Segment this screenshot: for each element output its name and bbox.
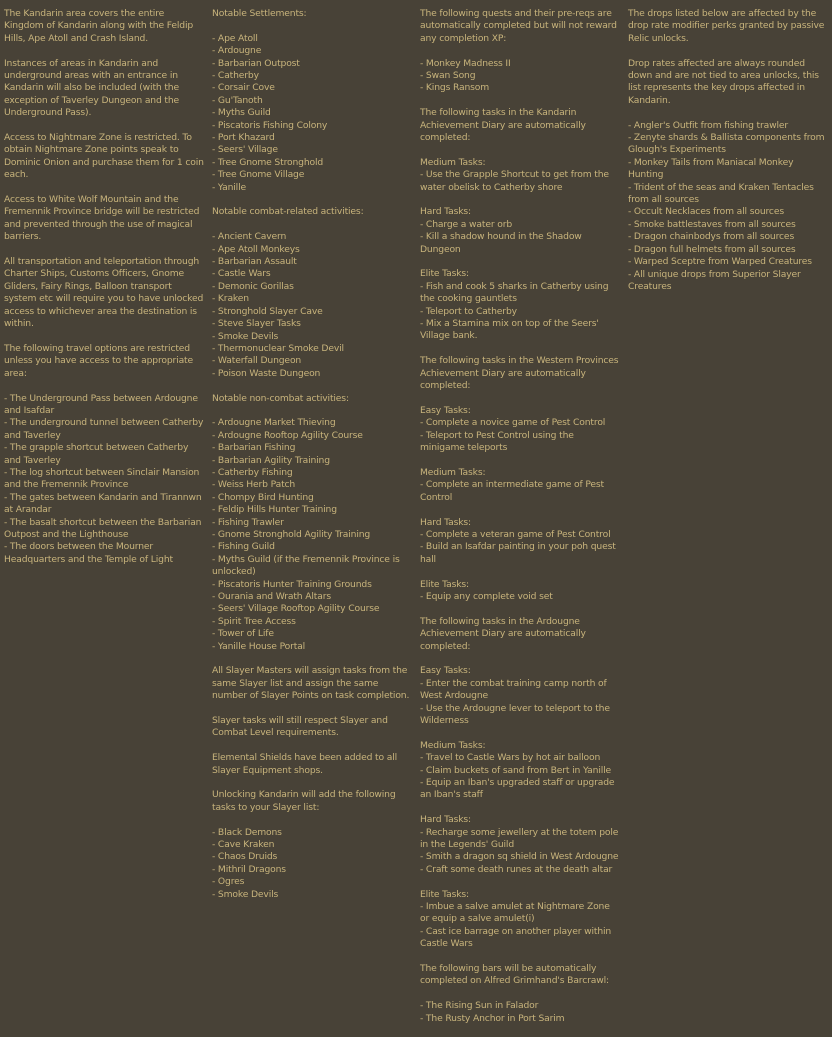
column-quests-diaries [420, 8, 620, 1037]
list-item: - Poison Waste Dungeon [212, 367, 321, 379]
text-line: Easy Tasks: [420, 665, 471, 677]
list-item: - Occult Necklaces from all sources [628, 206, 784, 218]
text-block [4, 8, 204, 45]
list-item: - Waterfall Dungeon [212, 355, 302, 367]
text-line: Drop rates affected are always rounded down and are not tied to area unlocks, this list represents the key drops affected in Kandarin. [628, 57, 819, 106]
list-item: - Chaos Druids [212, 851, 278, 863]
text-line: The following tasks in the Kandarin Achievement Diary are automatically completed: [420, 107, 586, 144]
list-item: - Gu'Tanoth [212, 94, 263, 106]
text-block [212, 206, 412, 218]
list-item: - Spirit Tree Access [212, 615, 296, 627]
column-area-overview [4, 8, 204, 579]
list-item: - Zenyte shards & Ballista components from Glough's Experiments [628, 132, 825, 156]
text-line: Instances of areas in Kandarin and underground areas with an entrance in Kandarin will also be included (with the exception of Taverley Dungeon and the Underground Pass). [4, 57, 180, 119]
text-block [420, 467, 620, 504]
list-item: - Barbarian Agility Training [212, 454, 330, 466]
text-block [420, 963, 620, 988]
text-block [628, 120, 828, 294]
list-item: - Recharge some jewellery at the totem pole in the Legends' Guild [420, 826, 619, 850]
list-item: - Monkey Tails from Maniacal Monkey Hunting [628, 156, 794, 181]
list-item: - Seers' Village Rooftop Agility Course [212, 603, 380, 615]
text-block [4, 194, 204, 244]
text-block [212, 231, 412, 380]
list-item: - Complete an intermediate game of Pest Control [420, 479, 605, 503]
list-item: - Fish and cook 5 sharks in Catherby using the cooking gauntlets [420, 280, 609, 305]
list-item: - All unique drops from Superior Slayer Creatures [628, 268, 801, 292]
list-item: - The underground tunnel between Catherby and Taverley [4, 417, 204, 441]
text-line: Hard Tasks: [420, 814, 471, 826]
text-line: The following tasks in the Ardougne Achievement Diary are automatically completed: [420, 615, 586, 652]
text-line: The following bars will be automatically completed on Alfred Grimhand's Barcrawl: [420, 963, 609, 987]
text-block [212, 417, 412, 653]
list-item: - Seers' Village [212, 144, 278, 156]
text-line: Hard Tasks: [420, 206, 471, 218]
list-item: - Warped Sceptre from Warped Creatures [628, 256, 812, 268]
text-line: The Kandarin area covers the entire Kingdom of Kandarin along with the Feldip Hills, Ape Atoll and Crash Island. [4, 8, 194, 44]
list-item: - Cave Kraken [212, 839, 275, 851]
list-item: - The grapple shortcut between Catherby and Taverley [4, 442, 189, 466]
list-item: - Black Demons [212, 826, 282, 838]
text-block [420, 268, 620, 342]
text-line: The following travel options are restricted unless you have access to the appropriate area: [4, 342, 194, 379]
list-item: - Fishing Trawler [212, 516, 284, 528]
text-line: Medium Tasks: [420, 466, 486, 478]
list-item: - Demonic Gorillas [212, 280, 294, 292]
text-block [420, 889, 620, 951]
text-block [420, 616, 620, 653]
list-item: - Barbarian Assault [212, 256, 297, 268]
text-block [4, 256, 204, 330]
text-block [212, 33, 412, 194]
text-line: Unlocking Kandarin will add the following tasks to your Slayer list: [212, 789, 396, 813]
list-item: - The basalt shortcut between the Barbarian Outpost and the Lighthouse [4, 516, 202, 540]
text-block [420, 1000, 620, 1025]
list-item: - Mithril Dragons [212, 863, 286, 875]
list-item: - Feldip Hills Hunter Training [212, 504, 337, 516]
list-item: - Myths Guild [212, 107, 271, 119]
text-block [4, 132, 204, 182]
list-item: - Angler's Outfit from fishing trawler [628, 119, 788, 131]
list-item: - Complete a veteran game of Pest Control [420, 528, 611, 540]
text-line: All Slayer Masters will assign tasks from the same Slayer list and assign the same number of Slayer Points on task completion. [212, 665, 410, 702]
list-item: - Yanille [212, 181, 246, 193]
text-block [212, 789, 412, 814]
text-line: Elite Tasks: [420, 578, 469, 590]
text-block [420, 206, 620, 256]
list-item: - Ape Atoll [212, 32, 258, 44]
text-line: Hard Tasks: [420, 516, 471, 528]
text-block [420, 8, 620, 45]
text-block [212, 8, 412, 20]
text-block [420, 579, 620, 604]
list-item: - Kings Ransom [420, 82, 490, 94]
list-item: - Myths Guild (if the Fremennik Province is unlocked) [212, 553, 400, 578]
list-item: - Monkey Madness II [420, 57, 511, 69]
text-block [212, 827, 412, 901]
text-block [4, 58, 204, 120]
list-item: - Tree Gnome Stronghold [212, 156, 324, 168]
list-item: - Stronghold Slayer Cave [212, 305, 323, 317]
list-item: - Castle Wars [212, 268, 271, 280]
list-item: - The gates between Kandarin and Tirannwn at Arandar [4, 491, 202, 516]
text-block [420, 355, 620, 392]
list-item: - The Underground Pass between Ardougne and Isafdar [4, 392, 198, 416]
text-line: All transportation and teleportation through Charter Ships, Customs Officers, Gnome Gliders, Fairy Rings, Balloon transport system etc will require you to have unlocked access to whichever area the destination is within. [4, 256, 204, 330]
text-block [628, 8, 828, 45]
text-block [420, 740, 620, 802]
list-item: - Teleport to Pest Control using the minigame teleports [420, 429, 574, 454]
list-item: - Ancient Cavern [212, 231, 287, 243]
list-item: - Complete a novice game of Pest Control [420, 417, 606, 429]
list-item: - Ourania and Wrath Altars [212, 591, 331, 603]
list-item: - Kraken [212, 293, 249, 305]
text-block [420, 665, 620, 727]
list-item: - Ape Atoll Monkeys [212, 243, 300, 255]
list-item: - Ardougne Rooftop Agility Course [212, 429, 363, 441]
list-item: - Use the Grapple Shortcut to get from the water obelisk to Catherby shore [420, 169, 609, 193]
text-block [420, 157, 620, 194]
list-item: - Piscatoris Fishing Colony [212, 119, 328, 131]
text-block [212, 393, 412, 405]
list-item: - Charge a water orb [420, 218, 513, 230]
list-item: - Dragon chainbodys from all sources [628, 231, 795, 243]
list-item: - Ogres [212, 876, 245, 888]
text-line: Notable Settlements: [212, 8, 307, 19]
text-block [4, 393, 204, 567]
list-item: - Use the Ardougne lever to teleport to the Wilderness [420, 702, 610, 726]
list-item: - The log shortcut between Sinclair Mansion and the Fremennik Province [4, 466, 200, 491]
list-item: - Barbarian Outpost [212, 57, 300, 69]
list-item: - Swan Song [420, 70, 476, 82]
list-item: - Tree Gnome Village [212, 169, 305, 181]
text-line: Access to White Wolf Mountain and the Fremennik Province bridge will be restricted and prevented through the use of magical barriers. [4, 194, 200, 243]
list-item: - Fishing Guild [212, 541, 275, 553]
list-item: - Steve Slayer Tasks [212, 318, 301, 330]
list-item: - Teleport to Catherby [420, 305, 517, 317]
text-block [212, 752, 412, 777]
text-line: Slayer tasks will still respect Slayer and Combat Level requirements. [212, 715, 388, 739]
text-block [420, 107, 620, 144]
text-line: The following tasks in the Western Provinces Achievement Diary are automatically completed: [420, 355, 619, 392]
list-item: - Smoke Devils [212, 888, 279, 900]
text-line: Elite Tasks: [420, 268, 469, 280]
list-item: - Smith a dragon sq shield in West Ardougne [420, 851, 619, 863]
text-line: Access to Nightmare Zone is restricted. To obtain Nightmare Zone points speak to Dominic Onion and purchase them for 1 coin each. [4, 132, 204, 181]
list-item: - Imbue a salve amulet at Nightmare Zone or equip a salve amulet(i) [420, 901, 610, 925]
list-item: - Build an Isafdar painting in your poh quest hall [420, 541, 616, 565]
text-block [420, 814, 620, 876]
list-item: - Equip any complete void set [420, 590, 553, 602]
list-item: - Tower of Life [212, 628, 274, 640]
column-drop-rates [628, 8, 828, 306]
list-item: - Travel to Castle Wars by hot air balloon [420, 752, 601, 764]
column-settlements-activities [212, 8, 412, 913]
list-item: - Kill a shadow hound in the Shadow Dungeon [420, 231, 582, 255]
list-item: - Trident of the seas and Kraken Tentacles from all sources [628, 181, 814, 206]
list-item: - Weiss Herb Patch [212, 479, 296, 491]
list-item: - Thermonuclear Smoke Devil [212, 342, 344, 354]
list-item: - The Rusty Anchor in Port Sarim [420, 1012, 565, 1024]
text-line: Notable combat-related activities: [212, 206, 364, 218]
text-line: Easy Tasks: [420, 404, 471, 416]
text-block [212, 665, 412, 702]
text-line: The drops listed below are affected by the drop rate modifier perks granted by passive Relic unlocks. [628, 8, 825, 44]
text-line: Elemental Shields have been added to all Slayer Equipment shops. [212, 752, 398, 776]
text-line: The following quests and their pre-reqs are automatically completed but will not reward any completion XP: [420, 8, 617, 44]
list-item: - Equip an Iban's upgraded staff or upgrade an Iban's staff [420, 776, 615, 801]
list-item: - Claim buckets of sand from Bert in Yanille [420, 764, 612, 776]
list-item: - Craft some death runes at the death altar [420, 863, 613, 875]
text-block [420, 58, 620, 95]
list-item: - Port Khazard [212, 132, 275, 144]
text-block [212, 715, 412, 740]
text-block [628, 58, 828, 108]
text-line: Medium Tasks: [420, 739, 486, 751]
text-line: Notable non-combat activities: [212, 392, 349, 404]
list-item: - Ardougne [212, 45, 262, 57]
text-block [420, 405, 620, 455]
list-item: - Mix a Stamina mix on top of the Seers' Village bank. [420, 318, 599, 342]
list-item: - The doors between the Mourner Headquarters and the Temple of Light [4, 541, 173, 565]
list-item: - Enter the combat training camp north of West Ardougne [420, 677, 607, 702]
list-item: - Cast ice barrage on another player within Castle Wars [420, 925, 612, 950]
list-item: - Ardougne Market Thieving [212, 417, 336, 429]
list-item: - Chompy Bird Hunting [212, 491, 314, 503]
list-item: - Catherby Fishing [212, 466, 293, 478]
list-item: - Barbarian Fishing [212, 442, 296, 454]
list-item: - Catherby [212, 70, 259, 82]
text-line: Medium Tasks: [420, 156, 486, 168]
list-item: - Dragon full helmets from all sources [628, 243, 796, 255]
list-item: - Piscatoris Hunter Training Grounds [212, 578, 372, 590]
list-item: - Smoke Devils [212, 330, 279, 342]
list-item: - Corsair Cove [212, 82, 275, 94]
text-block [4, 343, 204, 380]
list-item: - The Rising Sun in Falador [420, 1000, 539, 1012]
text-line: Elite Tasks: [420, 888, 469, 900]
list-item: - Gnome Stronghold Agility Training [212, 528, 371, 540]
text-block [420, 517, 620, 567]
list-item: - Smoke battlestaves from all sources [628, 218, 796, 230]
list-item: - Yanille House Portal [212, 640, 306, 652]
